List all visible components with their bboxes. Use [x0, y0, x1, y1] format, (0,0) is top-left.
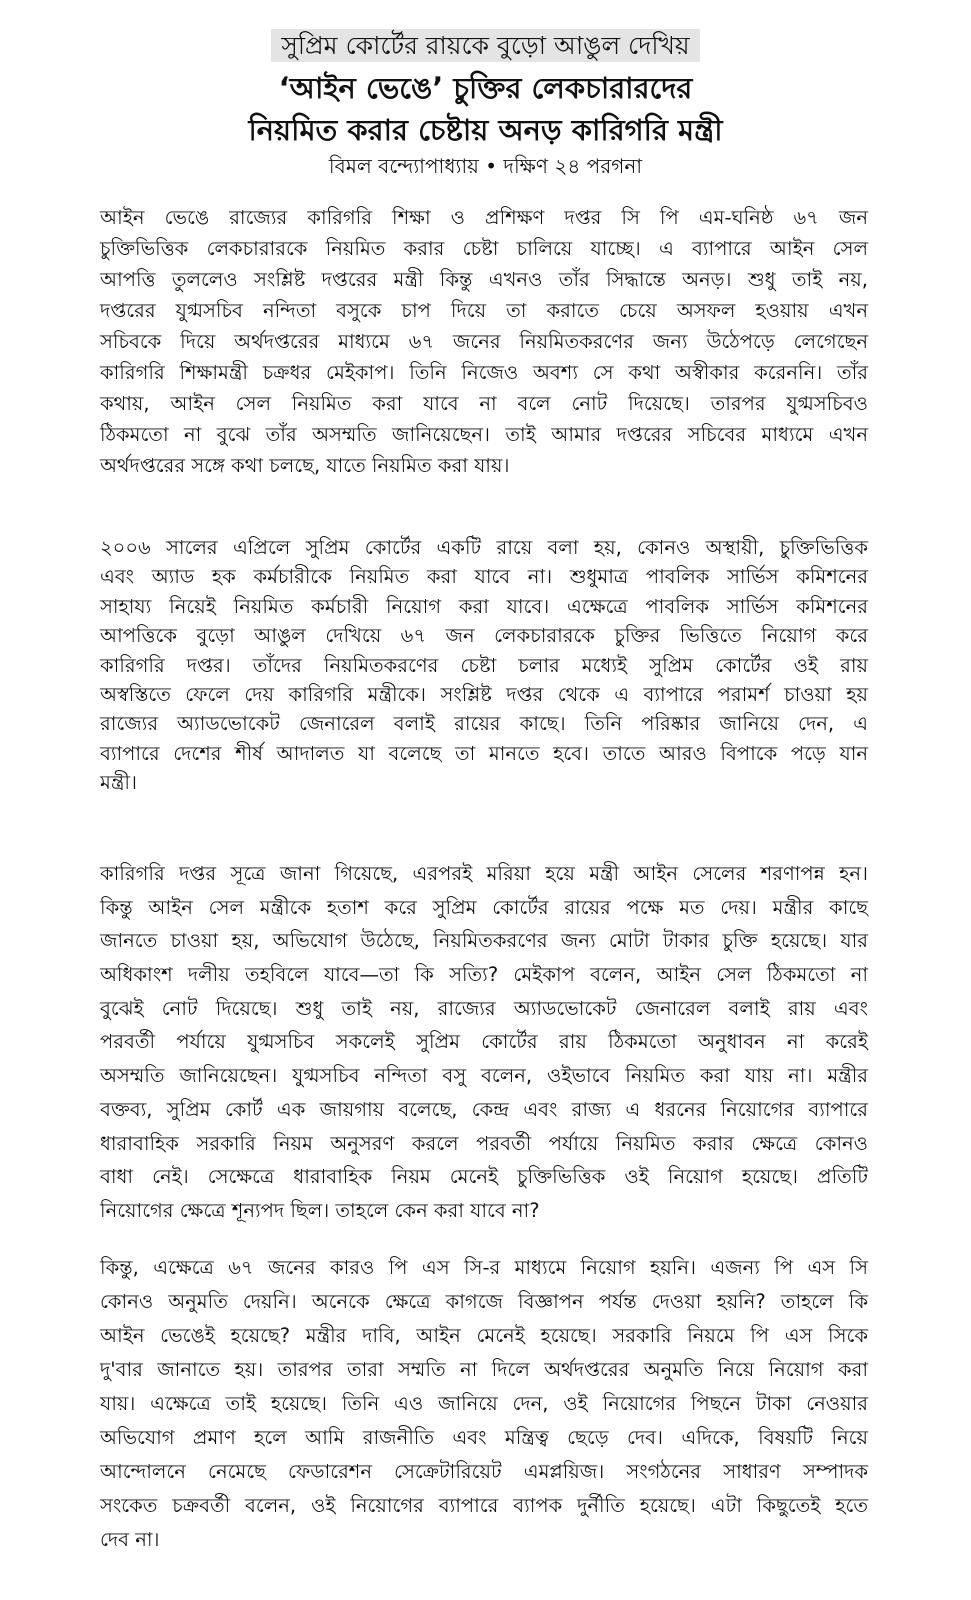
paragraph-line: দু'বার জানাতে হয়। তারপর তারা সম্মতি না দিলে অর্থদপ্তরের অনুমতি নিয়ে নিয়োগ করা: [100, 1358, 868, 1381]
article-paragraph: [100, 1251, 868, 1557]
paragraph-line: কিন্তু আইন সেল মন্ত্রীকে হতাশ করে সুপ্রিম কোর্টের রায়ের পক্ষে মত দেয়। মন্ত্রীর কাছে: [100, 895, 868, 919]
paragraph-line: ব্যাপারে দেশের শীর্ষ আদালত যা বলেছে তা মানতে হবে। তাতে আরও বিপাকে পড়ে যান: [100, 741, 868, 765]
paragraph-line: দপ্তরের যুগ্মসচিব নন্দিতা বসুকে চাপ দিয়ে তা করাতে চেয়ে অসফল হওয়ায় এখন: [100, 299, 868, 322]
paragraph-line: অসম্মতি জানিয়েছেন। যুগ্মসচিব নন্দিতা বসু বলেন, ওইভাবে নিয়মিত করা যায় না। মন্ত্রীর: [100, 1064, 868, 1088]
kicker-headline: [0, 26, 971, 69]
headline-line-1: ‘আইন ভেঙে’ চুক্তির লেকচারারদের: [278, 71, 693, 105]
paragraph-line: আপত্তি তুললেও সংশ্লিষ্ট দপ্তরের মন্ত্রী কিন্তু এখনও তাঁর সিদ্ধান্তে অনড়। শুধু তাই নয়,: [100, 268, 868, 291]
paragraph-line: বাধা নেই। সেক্ষেত্রে ধারাবাহিক নিয়ম মেনেই চুক্তিভিত্তিক ওই নিয়োগ হয়েছে। প্রতিটি: [100, 1165, 868, 1189]
paragraph-line: কারিগরি দপ্তর সূত্রে জানা গিয়েছে, এরপরই মরিয়া হয়ে মন্ত্রী আইন সেলের শরণাপন্ন হন।: [100, 862, 868, 885]
paragraph-line: আইন ভেঙেই হয়েছে? মন্ত্রীর দাবি, আইন মেনেই হয়েছে। সরকারি নিয়মে পি এস সিকে: [100, 1324, 868, 1347]
paragraph-line: পরবর্তী পর্যায়ে যুগ্মসচিব সকলেই সুপ্রিম কোর্টের রায় ঠিকমতো অনুধাবন না করেই: [100, 1030, 868, 1054]
kicker-text: সুপ্রিম কোর্টের রায়কে বুড়ো আঙুল দেখিয়: [271, 29, 699, 62]
paragraph-line: কারিগরি শিক্ষামন্ত্রী চক্রধর মেইকাপ। তিনি নিজেও অবশ্য সে কথা অস্বীকার করেননি। তাঁর: [100, 361, 868, 384]
paragraph-line: অভিযোগ প্রমাণ হলে আমি রাজনীতি এবং মন্ত্রিত্ব ছেড়ে দেব। এদিকে, বিষয়টি নিয়ে: [100, 1426, 868, 1449]
paragraph-line: অধিকাংশ দলীয় তহবিলে যাবে—তা কি সত্যি? মেইকাপ বলেন, আইন সেল ঠিকমতো না: [100, 963, 868, 987]
paragraph-line: বক্তব্য, সুপ্রিম কোর্ট এক জায়গায় বলেছে, কেন্দ্র এবং রাজ্য এ ধরনের নিয়োগের ব্যাপারে: [100, 1097, 868, 1121]
paragraph-line: আইন ভেঙে রাজ্যের কারিগরি শিক্ষা ও প্রশিক্ষণ দপ্তর সি পি এম-ঘনিষ্ঠ ৬৭ জন: [100, 206, 868, 229]
article-paragraph: [100, 533, 868, 798]
paragraph-line: যায়। এক্ষেত্রে তাই হয়েছে। তিনি এও জানিয়ে দেন, ওই নিয়োগের পিছনে টাকা নেওয়ার: [100, 1392, 868, 1415]
paragraph-line: সাহায্য নিয়েই নিয়মিত কর্মচারী নিয়োগ করা যাবে। এক্ষেত্রে পাবলিক সার্ভিস কমিশনের: [100, 594, 868, 618]
paragraph-line: আপত্তিকে বুড়ো আঙুল দেখিয়ে ৬৭ জন লেকচারারকে চুক্তির ভিত্তিতে নিয়োগ করে: [100, 624, 868, 648]
paragraph-line: ঠিকমতো না বুঝে তাঁর অসম্মতি জানিয়েছেন। তাই আমার দপ্তরের সচিবের মাধ্যমে এখন: [100, 423, 868, 446]
paragraph-line: বুঝেই নোট দিয়েছে। শুধু তাই নয়, রাজ্যের অ্যাডভোকেট জেনারেল বলাই রায় এবং: [100, 996, 868, 1020]
paragraph-line: অস্বস্তিতে ফেলে দেয় কারিগরি মন্ত্রীকে। সংশ্লিষ্ট দপ্তর থেকে এ ব্যাপারে পরামর্শ চাওয়া হয়: [100, 682, 868, 706]
paragraph-line: ধারাবাহিক সরকারি নিয়ম অনুসরণ করলে পরবর্তী পর্যায়ে নিয়মিত করার ক্ষেত্রে কোনও: [100, 1131, 868, 1155]
paragraph-line: রাজ্যের অ্যাডভোকেট জেনারেল বলাই রায়ের কাছে। তিনি পরিষ্কার জানিয়ে দেন, এ: [100, 712, 868, 736]
paragraph-line: কোনও অনুমতি দেয়নি। অনেকে ক্ষেত্রে কাগজে বিজ্ঞাপন পর্যন্ত দেওয়া হয়নি? তাহলে কি: [100, 1290, 868, 1313]
headline-line-2: নিয়মিত করার চেষ্টায় অনড় কারিগরি মন্ত্রী: [248, 113, 723, 147]
article-paragraph: [100, 202, 868, 481]
paragraph-line: কিন্তু, এক্ষেত্রে ৬৭ জনের কারও পি এস সি-র মাধ্যমে নিয়োগ হয়নি। এজন্য পি এস সি: [100, 1256, 868, 1279]
paragraph-line: কথায়, আইন সেল নিয়মিত করা যাবে না বলে নোট দিয়েছে। তারপর যুগ্মসচিবও: [100, 392, 868, 415]
byline: বিমল বন্দ্যোপাধ্যায় • দক্ষিণ ২৪ পরগনা: [328, 154, 643, 178]
paragraph-line: মন্ত্রী।: [100, 771, 137, 795]
paragraph-line: দেব না।: [100, 1528, 160, 1551]
paragraph-line: অর্থদপ্তরের সঙ্গে কথা চলছে, যাতে নিয়মিত করা যায়।: [100, 454, 510, 477]
article-paragraph: [100, 857, 868, 1228]
paragraph-line: ২০০৬ সালের এপ্রিলে সুপ্রিম কোর্টের একটি রায়ে বলা হয়, কোনও অস্থায়ী, চুক্তিভিত্তিক: [100, 536, 868, 559]
paragraph-line: এবং অ্যাড হক কর্মচারীকে নিয়মিত করা যাবে না। শুধুমাত্র পাবলিক সার্ভিস কমিশনের: [100, 565, 868, 589]
paragraph-line: জানতে চাওয়া হয়, অভিযোগ উঠেছে, নিয়মিতকরণের জন্য মোটা টাকার চুক্তি হয়েছে। যার: [100, 929, 868, 953]
paragraph-line: কারিগরি দপ্তর। তাঁদের নিয়মিতকরণের চেষ্টা চলার মধ্যেই সুপ্রিম কোর্টের ওই রায়: [100, 653, 868, 677]
paragraph-line: নিয়োগের ক্ষেত্রে শূন্যপদ ছিল। তাহলে কেন করা যাবে না?: [100, 1198, 540, 1222]
paragraph-line: আন্দোলনে নেমেছে ফেডারেশন সেক্রেটারিয়েট এমপ্লয়িজ। সংগঠনের সাধারণ সম্পাদক: [100, 1460, 868, 1483]
paragraph-line: চুক্তিভিত্তিক লেকচারারকে নিয়মিত করার চেষ্টা চালিয়ে যাচ্ছে। এ ব্যাপারে আইন সেল: [100, 237, 868, 260]
paragraph-line: সংকেত চক্রবর্তী বলেন, ওই নিয়োগের ব্যাপারে ব্যাপক দুর্নীতি হয়েছে। এটা কিছুতেই হতে: [100, 1494, 868, 1517]
paragraph-line: সচিবকে দিয়ে অর্থদপ্তরের মাধ্যমে ৬৭ জনের নিয়মিতকরণের জন্য উঠেপড়ে লেগেছেন: [100, 330, 868, 353]
